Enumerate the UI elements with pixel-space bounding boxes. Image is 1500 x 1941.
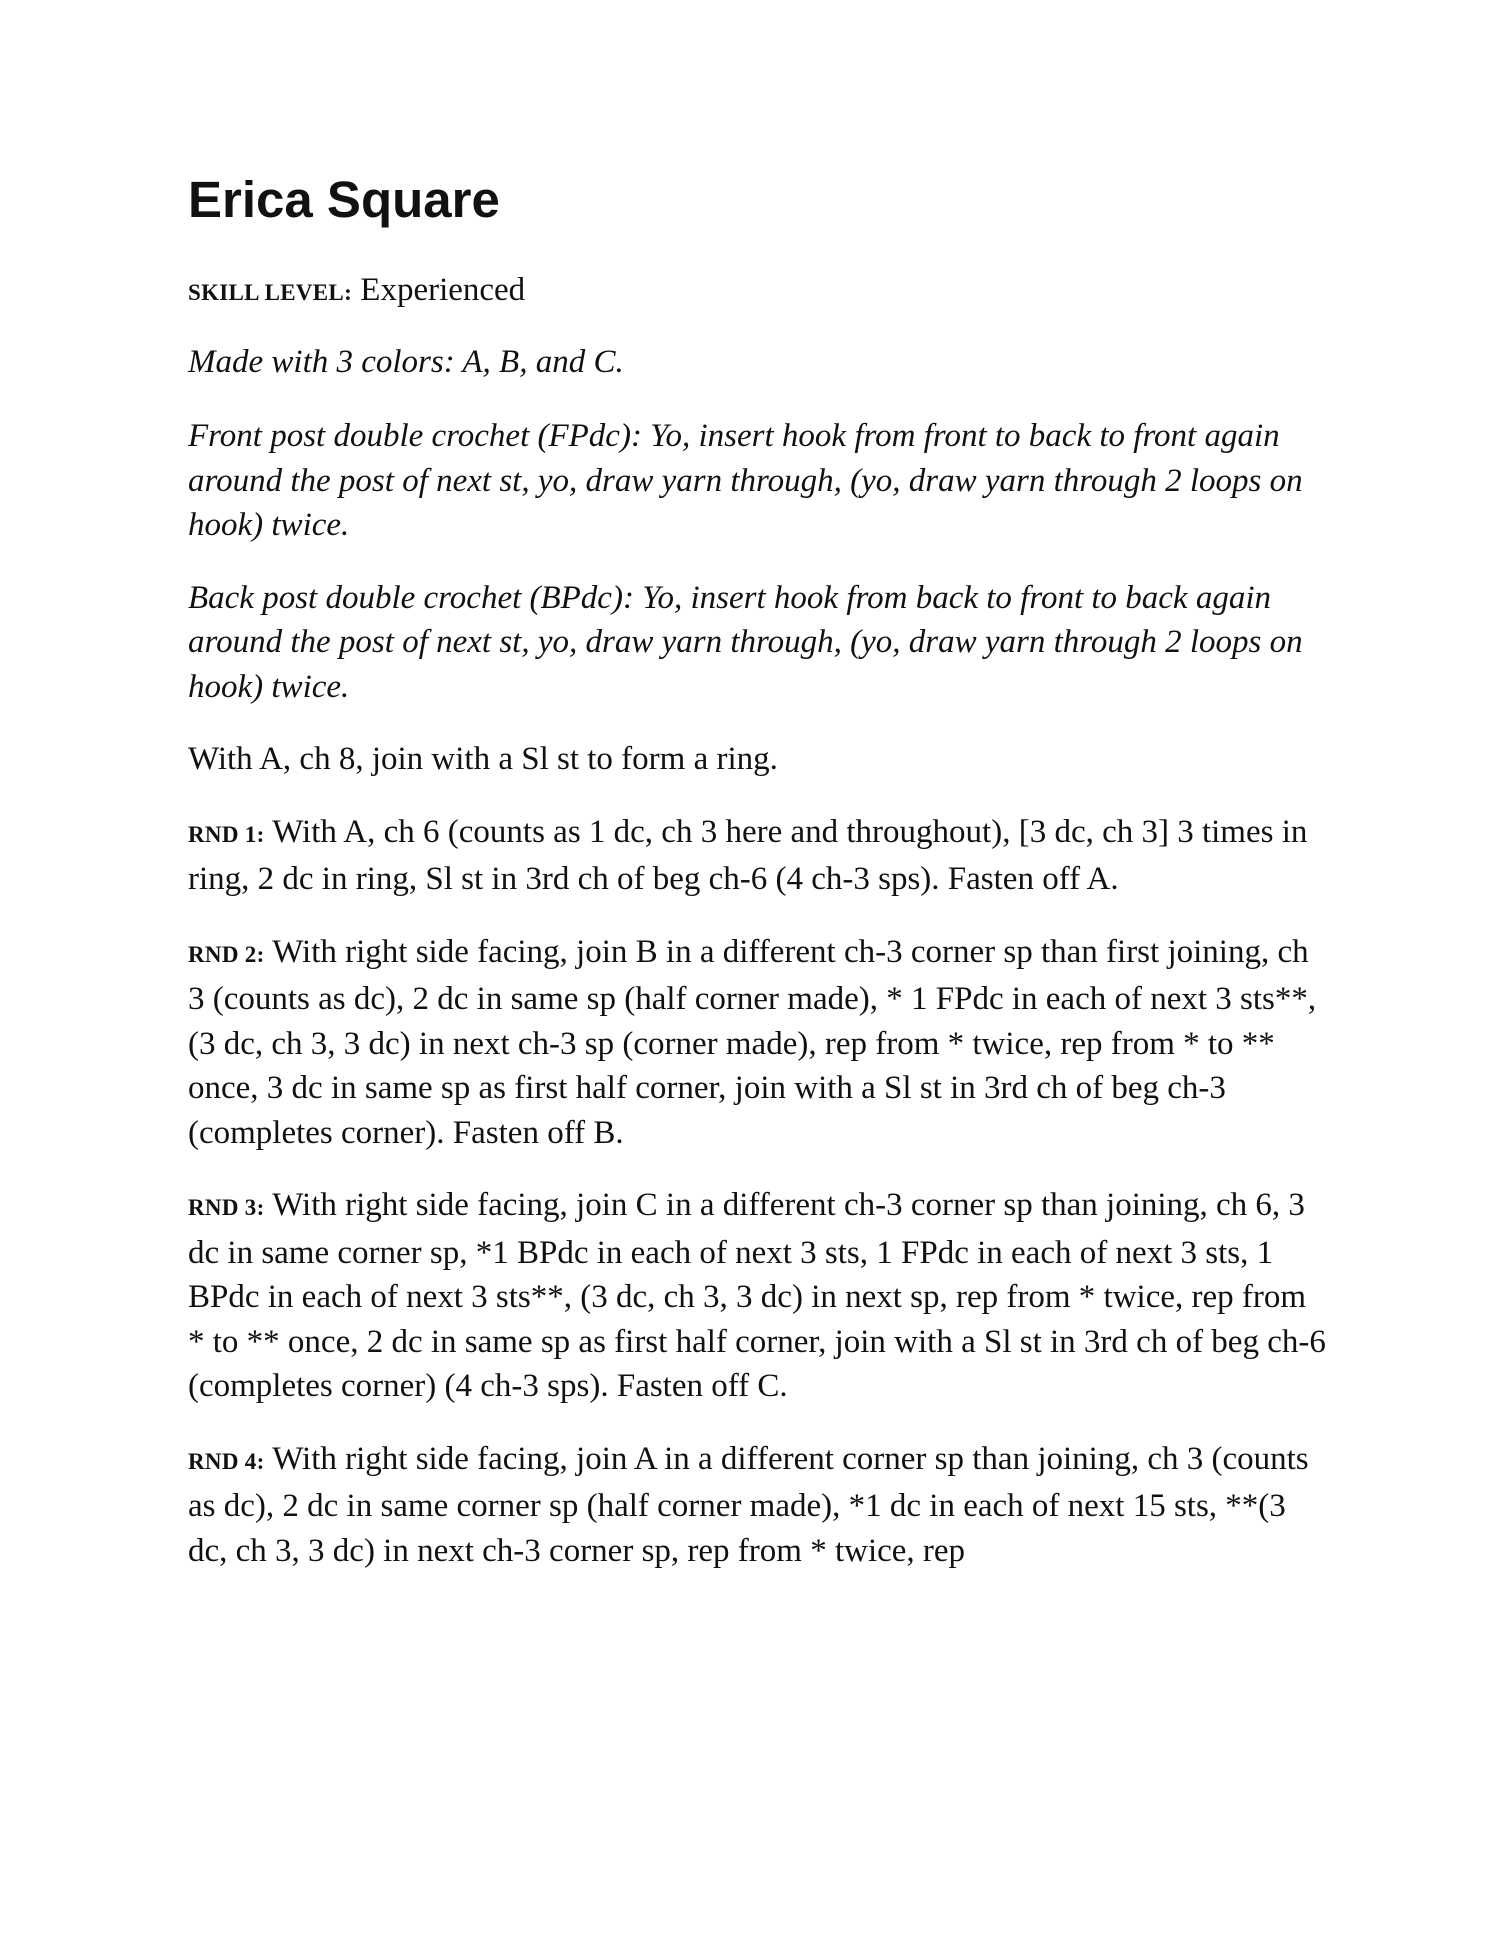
round-label: RND 1: xyxy=(188,821,265,847)
round-text: With right side facing, join C in a different ch-3 corner sp than joining, ch 6, 3 dc in same corner sp, *1 BPdc in each of next 3 sts, 1 FPdc in each of next 3 sts, 1 BPdc in each of next 3 sts**, (3 dc, ch 3, 3 dc) in next sp, rep from * twice, rep from * to ** once, 2 dc in same sp as first half corner, join with a Sl st in 3rd ch of beg ch-6 (completes corner) (4 ch-3 sps). Fasten off C. xyxy=(188,1187,1326,1404)
round-text: With right side facing, join A in a different corner sp than joining, ch 3 (counts as dc), 2 dc in same corner sp (half corner made), *1 dc in each of next 15 sts, **(3 dc, ch 3, 3 dc) in next ch-3 corner sp, rep from * twice, rep xyxy=(188,1440,1309,1569)
pattern-page xyxy=(188,170,1328,1601)
round-text: With right side facing, join B in a different ch-3 corner sp than first joining, ch 3 (counts as dc), 2 dc in same sp (half corner made), * 1 FPdc in each of next 3 sts**, (3 dc, ch 3, 3 dc) in next ch-3 sp (corner made), rep from * twice, rep from * to ** once, 3 dc in same sp as first half corner, join with a Sl st in 3rd ch of beg ch-3 (completes corner). Fasten off B. xyxy=(188,933,1317,1151)
round-2 xyxy=(188,930,1328,1156)
skill-level-value: Experienced xyxy=(360,272,526,308)
colors-note: Made with 3 colors: A, B, and C. xyxy=(188,343,624,380)
skill-level-label: SKILL LEVEL: xyxy=(188,280,353,305)
ring-instruction: With A, ch 8, join with a Sl st to form a ring. xyxy=(188,741,778,777)
round-label: RND 4: xyxy=(188,1448,265,1474)
round-3 xyxy=(188,1183,1328,1409)
round-4 xyxy=(188,1437,1328,1574)
round-text: With A, ch 6 (counts as 1 dc, ch 3 here and throughout), [3 dc, ch 3] 3 times in ring, 2 dc in ring, Sl st in 3rd ch of beg ch-6 (4 ch-3 sps). Fasten off A. xyxy=(188,813,1308,897)
round-1 xyxy=(188,810,1328,902)
skill-level xyxy=(188,268,1328,316)
bpdc-definition: Back post double crochet (BPdc): Yo, insert hook from back to front to back again around the post of next st, yo, draw yarn through, (yo, draw yarn through 2 loops on hook) twice. xyxy=(188,579,1303,705)
fpdc-definition: Front post double crochet (FPdc): Yo, insert hook from front to back to front again around the post of next st, yo, draw yarn through, (yo, draw yarn through 2 loops on hook) twice. xyxy=(188,418,1303,543)
page-title: Erica Square xyxy=(188,171,500,228)
round-label: RND 3: xyxy=(188,1195,265,1220)
round-label: RND 2: xyxy=(188,941,265,967)
